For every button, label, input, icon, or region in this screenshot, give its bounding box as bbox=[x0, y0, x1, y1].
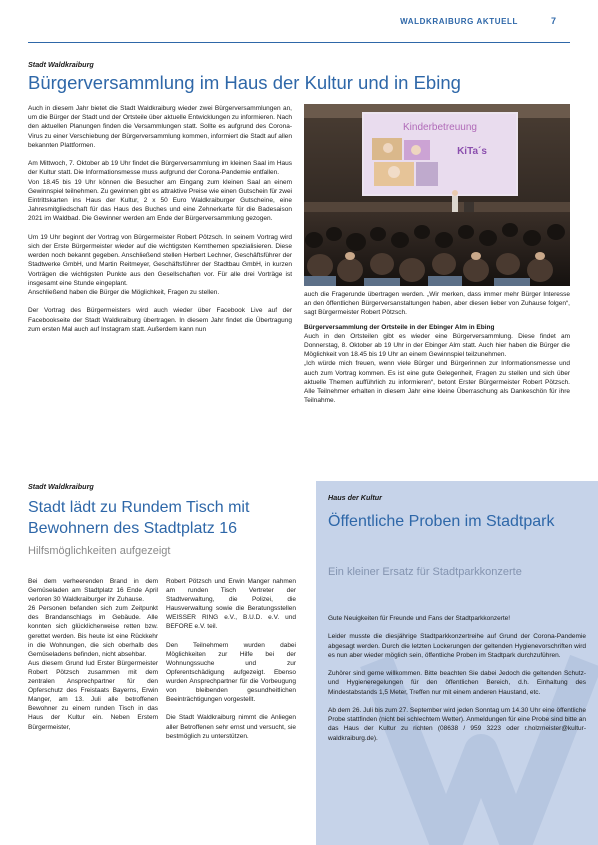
paragraph: Um 19 Uhr beginnt der Vortrag von Bürgermeister Robert Pötzsch. In seinem Vortrag wird sich der Erste Bürgermeister wieder auf die wichtigsten Kernthemen spezialisieren. Diese werden noch bekannt gegeben. Anschließend stellen Herbert Lechner, Geschäftsführer der Stadtwerke GmbH, und Martin Reitmeyer, Geschäftsführer der Stadtbau GmbH, in kurzen Vorträgen die wichtigsten Punkte aus den Gesellschaften vor. Für alle drei Vorträge ist insgesamt eine Stunde eingeplant. bbox=[28, 233, 292, 287]
page-header bbox=[0, 0, 598, 46]
paragraph: Aus diesem Grund lud Erster Bürgermeister Robert Pötzsch zusammen mit dem zentralen Ansprechpartner für den Opferschutz des Freistaats Bayerns, Erwin Manger, am 13. Juli alle betroffenen Bewohner zu einem runden Tisch in das Haus der Kultur ein. Neben Erstem Bürgermeister, bbox=[28, 659, 158, 731]
article1-headline: Bürgerversammlung im Haus der Kultur und in Ebing bbox=[28, 72, 461, 93]
header-rule bbox=[28, 42, 570, 43]
paragraph: Die Stadt Waldkraiburg nimmt die Anliegen aller Betroffenen sehr ernst und versucht, sie bestmöglich zu unterstützen. bbox=[166, 714, 296, 740]
article2-column-2 bbox=[166, 577, 296, 750]
paragraph: Der Vortrag des Bürgermeisters wird auch wieder über Facebook Live auf der Facebookseite der Stadt Waldkraiburg übertragen. In diesem Jahr findet die Übertragung zum ersten Mal auch auf Instagram statt. Außerdem kann nun bbox=[28, 307, 292, 333]
slide-banner-text: Kinderbetreuung bbox=[403, 122, 477, 133]
sidebox-subheadline: Ein kleiner Ersatz für Stadtparkkonzerte bbox=[328, 566, 522, 578]
paragraph: Ab dem 26. Juli bis zum 27. September wird jeden Sonntag um 14.30 Uhr eine öffentliche Probe stattfinden (nicht bei schlechtem Wetter). Anmeldungen für eine Probe sind bitte an das Haus der Kultur zu richten (08638 / 959 3223 oder r.holzmeister@kultur-waldkraiburg.de). bbox=[328, 706, 586, 742]
article2-headline: Stadt lädt zu Rundem Tisch mit Bewohnern des Stadtplatz 16 bbox=[28, 499, 250, 537]
sidebox-body bbox=[328, 614, 586, 752]
publication-title: WALDKRAIBURG AKTUELL bbox=[400, 17, 518, 26]
section-subheading: Bürgerversammlung der Ortsteile in der Ebinger Alm in Ebing bbox=[304, 323, 495, 331]
sidebox-headline: Öffentliche Proben im Stadtpark bbox=[328, 513, 555, 530]
paragraph: auch die Fragerunde übertragen werden. „Wir merken, dass immer mehr Bürger Interesse an den öffentlichen Bürgerversanstaltungen haben, aber diesen lieber von Zuhause folgen“, sagt Bürgermeister Robert Pötzsch. bbox=[304, 291, 570, 317]
paragraph: „Ich würde mich freuen, wenn viele Bürger und Bürgerinnen zur Informationsmesse und auch zum Vortrag kommen. Es ist eine gute Gelegenheit, Fragen zu stellen und sich über aktuelle Themen aufführlich zu informieren“, betont Erster Bürgermeister Robert Pötzsch. Alle Teilnehmer erhalten in diesem Jahr eine kleine Überraschung als Dankeschön für ihre Teilnahme. bbox=[304, 360, 570, 405]
paragraph: Leider musste die diesjährige Stadtparkkonzertreihe auf Grund der Corona-Pandemie abgesagt werden. Durch die letzten Lockerungen der geltenden Hygienevorschriften wird es nun aber wieder möglich sein, öffentliche Proben im Stadtpark durchzuführen. bbox=[328, 633, 586, 659]
slide-title-text: KiTa´s bbox=[457, 146, 487, 157]
article2-subheadline: Hilfsmöglichkeiten aufgezeigt bbox=[28, 545, 171, 557]
paragraph: Den Teilnehmern wurden dabei Möglichkeiten zur Hilfe bei der Wohnungssuche und zur Opferentschädigung aufgezeigt. Ebenso wurden Ansprechpartner für die Vorbeugung von bleibenden gesundheitlichen Beeinträchtigungen vorgestellt. bbox=[166, 641, 296, 704]
paragraph: Zuhörer sind gerne willkommen. Bitte beachten Sie dabei Jedoch die geltenden Schutz- und Hygieneregelungen für den öffentlichen Bereich, d.h. Einhaltung des Mindestabstands 1,5 Meter, Treffen nur mit einem anderen Haustand, etc. bbox=[328, 670, 586, 696]
article1-column-1 bbox=[28, 104, 292, 343]
page-number: 7 bbox=[550, 16, 556, 26]
paragraph: Bei dem verheerenden Brand in dem Gemüseladen am Stadtplatz 16 Ende April verloren 30 Waldkraiburger ihr Zuhause. bbox=[28, 578, 158, 604]
paragraph: Auch in diesem Jahr bietet die Stadt Waldkraiburg wieder zwei Bürgerversammlungen an, um die Bürger der Stadt und der Ortsteile über aktuelle Entwicklungen zu informieren. Nach den aktuellen Planungen finden die Versammlungen statt. Sollte es aufgrund des Corona-Virus zu einer Verschiebung der Bürgerversammlung kommen, informiert die Stadt auf allen bekannten Plattformen. bbox=[28, 105, 292, 149]
paragraph: Von 18.45 bis 19 Uhr können die Besucher am Eingang zum kleinen Saal an einem Gewinnspiel teilnehmen. Zu gewinnen gibt es attraktive Preise wie einen Gutschein für zwei Eintrittskarten ins Haus der Kultur, 2 x 50 Euro Waldkraiburger Gutscheine, eine Jahresmitgliedschaft für das Haus des Buches und eine Zehnerkarte für die Badesaison 2021 im Waldbad. Die Gewinner werden am Ende der Bürgerversammlung gezogen. bbox=[28, 178, 292, 223]
paragraph: Robert Pötzsch und Erwin Manger nahmen am runden Tisch Vertreter der Stadtverwaltung, die Polizei, die Hausverwaltung sowie die Beratungsstellen WEISSER RING e.V., B.U.D. e.V. und BEFORE e.V. teil. bbox=[166, 578, 296, 631]
paragraph: Am Mittwoch, 7. Oktober ab 19 Uhr findet die Bürgerversammlung im kleinen Saal im Haus der Kultur statt. Die Informationsmesse muss aufgrund der Corona-Pandemie entfallen. bbox=[28, 160, 292, 177]
article2-column-1 bbox=[28, 577, 158, 732]
article1-column-2 bbox=[304, 290, 570, 410]
paragraph: 26 Personen befanden sich zum Zeitpunkt des Brandanschlags im Gebäude. Alle konnten sich glücklicherweise retten bzw. gerettet werden. Bis heute ist eine Rückkehr in die Wohnungen, die sich oberhalb des Gemüseladens befinden, nicht absehbar. bbox=[28, 605, 158, 658]
paragraph: Anschließend haben die Bürger die Möglichkeit, Fragen zu stellen. bbox=[28, 289, 220, 297]
article2-kicker: Stadt Waldkraiburg bbox=[28, 482, 94, 491]
article1-kicker: Stadt Waldkraiburg bbox=[28, 60, 94, 69]
paragraph: Gute Neuigkeiten für Freunde und Fans der Stadtparkkonzerte! bbox=[328, 615, 511, 622]
paragraph: Auch in den Ortsteilen gibt es wieder eine Bürgerversammlung. Diese findet am Donnerstag, 8. Oktober ab 19 Uhr in der Ebinger Alm statt. Auch hier haben die Bürger die Möglichkeit von 18.45 bis 19 Uhr an einem Gewinnspiel teilzunehmen. bbox=[304, 332, 570, 359]
citizens-meeting-photo bbox=[304, 104, 570, 286]
sidebox-kicker: Haus der Kultur bbox=[328, 493, 382, 502]
sidebox-haus-der-kultur bbox=[316, 481, 598, 845]
